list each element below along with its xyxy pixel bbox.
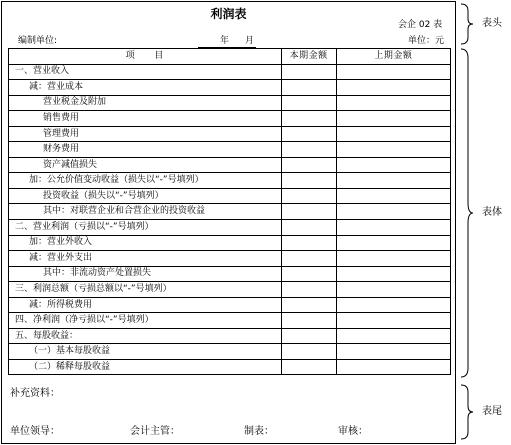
- prior-period-amount-cell[interactable]: [336, 111, 450, 127]
- row-item-label: 管理费用: [9, 126, 282, 142]
- table-row: [9, 235, 451, 251]
- row-item-label: （一）基本每股收益: [9, 344, 282, 360]
- month-label: 月: [245, 36, 255, 46]
- prior-period-amount-cell[interactable]: [336, 142, 450, 158]
- body-brace-icon: [460, 48, 474, 378]
- signature-reviewer: 审核：: [338, 426, 368, 437]
- table-row: [9, 204, 451, 220]
- row-item-label: 五、每股收益：: [9, 328, 282, 344]
- footer-annotation: 表尾: [482, 406, 502, 417]
- row-item-label: 加：营业外收入: [9, 235, 282, 251]
- current-period-amount-cell[interactable]: [281, 328, 336, 344]
- table-row: [9, 111, 451, 127]
- prior-period-amount-cell[interactable]: [336, 126, 450, 142]
- current-period-amount-cell[interactable]: [281, 95, 336, 111]
- table-row: [9, 142, 451, 158]
- table-row: [9, 359, 451, 375]
- current-period-amount-cell[interactable]: [281, 297, 336, 313]
- prior-period-amount-cell[interactable]: [336, 313, 450, 329]
- prior-period-amount-cell[interactable]: [336, 80, 450, 96]
- row-item-label: 减：营业成本: [9, 80, 282, 96]
- row-item-label: 四、净利润（净亏损以“-”号填列）: [9, 313, 282, 329]
- current-period-amount-cell[interactable]: [281, 188, 336, 204]
- prior-period-amount-cell[interactable]: [336, 235, 450, 251]
- table-row: [9, 282, 451, 298]
- form-title: 利润表: [210, 7, 247, 21]
- prior-period-amount-cell[interactable]: [336, 359, 450, 375]
- current-period-amount-cell[interactable]: [281, 173, 336, 189]
- row-item-label: 销售费用: [9, 111, 282, 127]
- prior-period-amount-cell[interactable]: [336, 173, 450, 189]
- row-item-label: 财务费用: [9, 142, 282, 158]
- table-row: [9, 64, 451, 80]
- current-period-amount-cell[interactable]: [281, 235, 336, 251]
- table-row: [9, 251, 451, 267]
- prior-period-amount-cell[interactable]: [336, 95, 450, 111]
- row-item-label: 二、营业利润（亏损以“-”号填列）: [9, 220, 282, 236]
- table-header-row: [9, 49, 451, 65]
- current-period-amount-cell[interactable]: [281, 64, 336, 80]
- prior-period-amount-cell[interactable]: [336, 188, 450, 204]
- current-period-amount-cell[interactable]: [281, 142, 336, 158]
- signature-chief-accountant: 会计主管：: [130, 426, 180, 437]
- table-row: [9, 266, 451, 282]
- current-period-amount-cell[interactable]: [281, 344, 336, 360]
- row-item-label: 一、营业收入: [9, 64, 282, 80]
- form-code: 会企 02 表: [398, 20, 443, 30]
- header-brace-icon: [460, 3, 474, 45]
- row-item-label: 其中：对联营企业和合营企业的投资收益: [9, 204, 282, 220]
- current-period-amount-cell[interactable]: [281, 251, 336, 267]
- current-period-amount-cell[interactable]: [281, 220, 336, 236]
- prior-period-amount-cell[interactable]: [336, 266, 450, 282]
- table-row: [9, 157, 451, 173]
- table-row: [9, 344, 451, 360]
- table-row: [9, 297, 451, 313]
- header-item: 项 目: [9, 49, 282, 65]
- row-item-label: 投资收益（损失以“-”号填列）: [9, 188, 282, 204]
- current-period-amount-cell[interactable]: [281, 313, 336, 329]
- current-period-amount-cell[interactable]: [281, 359, 336, 375]
- body-annotation: 表体: [482, 207, 502, 218]
- footer-brace-icon: [460, 384, 474, 440]
- current-period-amount-cell[interactable]: [281, 204, 336, 220]
- current-period-amount-cell[interactable]: [281, 157, 336, 173]
- signature-unit-leader: 单位领导：: [10, 426, 60, 437]
- header-current-period: 本期金额: [281, 49, 336, 65]
- income-statement-table: [8, 48, 451, 375]
- table-row: [9, 126, 451, 142]
- header-annotation: 表头: [482, 18, 502, 29]
- prior-period-amount-cell[interactable]: [336, 64, 450, 80]
- table-row: [9, 220, 451, 236]
- supplement-label: 补充资料：: [10, 388, 60, 399]
- header-prior-period: 上期金额: [336, 49, 450, 65]
- row-item-label: （二）稀释每股收益: [9, 359, 282, 375]
- row-item-label: 营业税金及附加: [9, 95, 282, 111]
- row-item-label: 减：所得税费用: [9, 297, 282, 313]
- table-row: [9, 80, 451, 96]
- row-item-label: 其中：非流动资产处置损失: [9, 266, 282, 282]
- current-period-amount-cell[interactable]: [281, 111, 336, 127]
- prior-period-amount-cell[interactable]: [336, 282, 450, 298]
- signature-preparer: 制表：: [244, 426, 274, 437]
- prior-period-amount-cell[interactable]: [336, 220, 450, 236]
- row-item-label: 资产减值损失: [9, 157, 282, 173]
- current-period-amount-cell[interactable]: [281, 80, 336, 96]
- prior-period-amount-cell[interactable]: [336, 251, 450, 267]
- prior-period-amount-cell[interactable]: [336, 157, 450, 173]
- row-item-label: 减：营业外支出: [9, 251, 282, 267]
- table-row: [9, 173, 451, 189]
- current-period-amount-cell[interactable]: [281, 282, 336, 298]
- current-period-amount-cell[interactable]: [281, 266, 336, 282]
- prior-period-amount-cell[interactable]: [336, 328, 450, 344]
- row-item-label: 三、利润总额（亏损总额以“-”号填列）: [9, 282, 282, 298]
- table-row: [9, 95, 451, 111]
- prior-period-amount-cell[interactable]: [336, 344, 450, 360]
- prior-period-amount-cell[interactable]: [336, 297, 450, 313]
- current-period-amount-cell[interactable]: [281, 126, 336, 142]
- row-item-label: 加：公允价值变动收益（损失以“-”号填列）: [9, 173, 282, 189]
- year-label: 年: [220, 36, 230, 46]
- preparing-unit-label: 编制单位:: [18, 36, 58, 46]
- table-row: [9, 188, 451, 204]
- table-row: [9, 313, 451, 329]
- table-row: [9, 328, 451, 344]
- prior-period-amount-cell[interactable]: [336, 204, 450, 220]
- currency-unit-label: 单位：元: [408, 36, 445, 46]
